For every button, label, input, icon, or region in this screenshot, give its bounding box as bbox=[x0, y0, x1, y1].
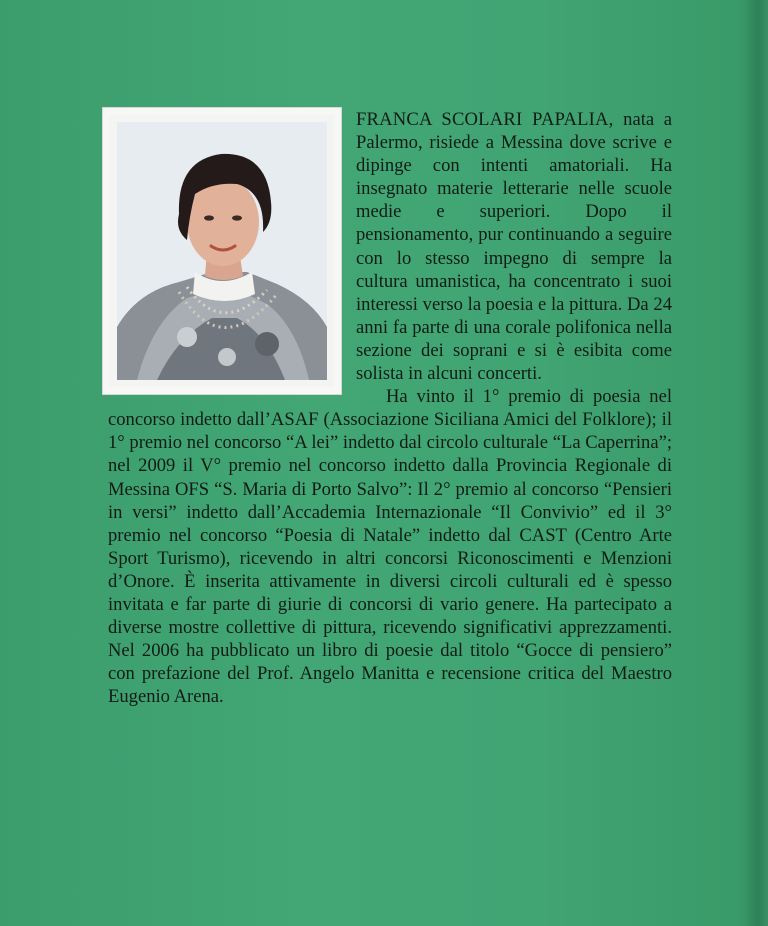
author-name: FRANCA SCOLARI PAPALIA, bbox=[356, 109, 614, 130]
cover-edge bbox=[744, 0, 768, 926]
author-biography bbox=[108, 108, 672, 708]
photo-wrap-spacer bbox=[108, 108, 356, 408]
bio-paragraph-1-text: nata a Palermo, risiede a Messina dove scrive e dipinge con intenti amatoriali. Ha insegnato materie letterarie nelle scuole medie e superiori. Dopo il pensionamento, pur continuando a seguire con lo stesso impegno di sempre la cultura umanistica, ha concentrato i suoi interessi verso la poesia e la pittura. Da 24 anni fa parte di una corale polifonica nella sezione dei soprani e si è esibita come solista in alcuni concerti. bbox=[356, 109, 672, 385]
bio-paragraph-2: Ha vinto il 1° premio di poesia nel concorso indetto dall’ASAF (Associazione Siciliana Amici del Folklore); il 1° premio nel concorso “A lei” indetto dal circolo culturale “La Caperrina”; nel 2009 il V° premio nel concorso indetto dalla Provincia Regionale di Messina OFS “S. Maria di Porto Salvo”: Il 2° premio al concorso “Pensieri in versi” indetto dall’Accademia Internazionale “Il Convivio” ed il 3° premio nel concorso “Poesia di Natale” indetto dal CAST (Centro Arte Sport Turismo), ricevendo in altri concorsi Riconoscimenti e Menzioni d’Onore. È inserita attivamente in diversi circoli culturali ed è spesso invitata e far parte di giurie di concorsi di vario genere. Ha partecipato a diverse mostre collettive di pittura, ricevendo significativi apprezzamenti. Nel 2006 ha pubblicato un libro di poesie dal titolo “Gocce di pensiero” con prefazione del Prof. Angelo Manitta e recensione critica del Maestro Eugenio Arena. bbox=[108, 386, 672, 708]
